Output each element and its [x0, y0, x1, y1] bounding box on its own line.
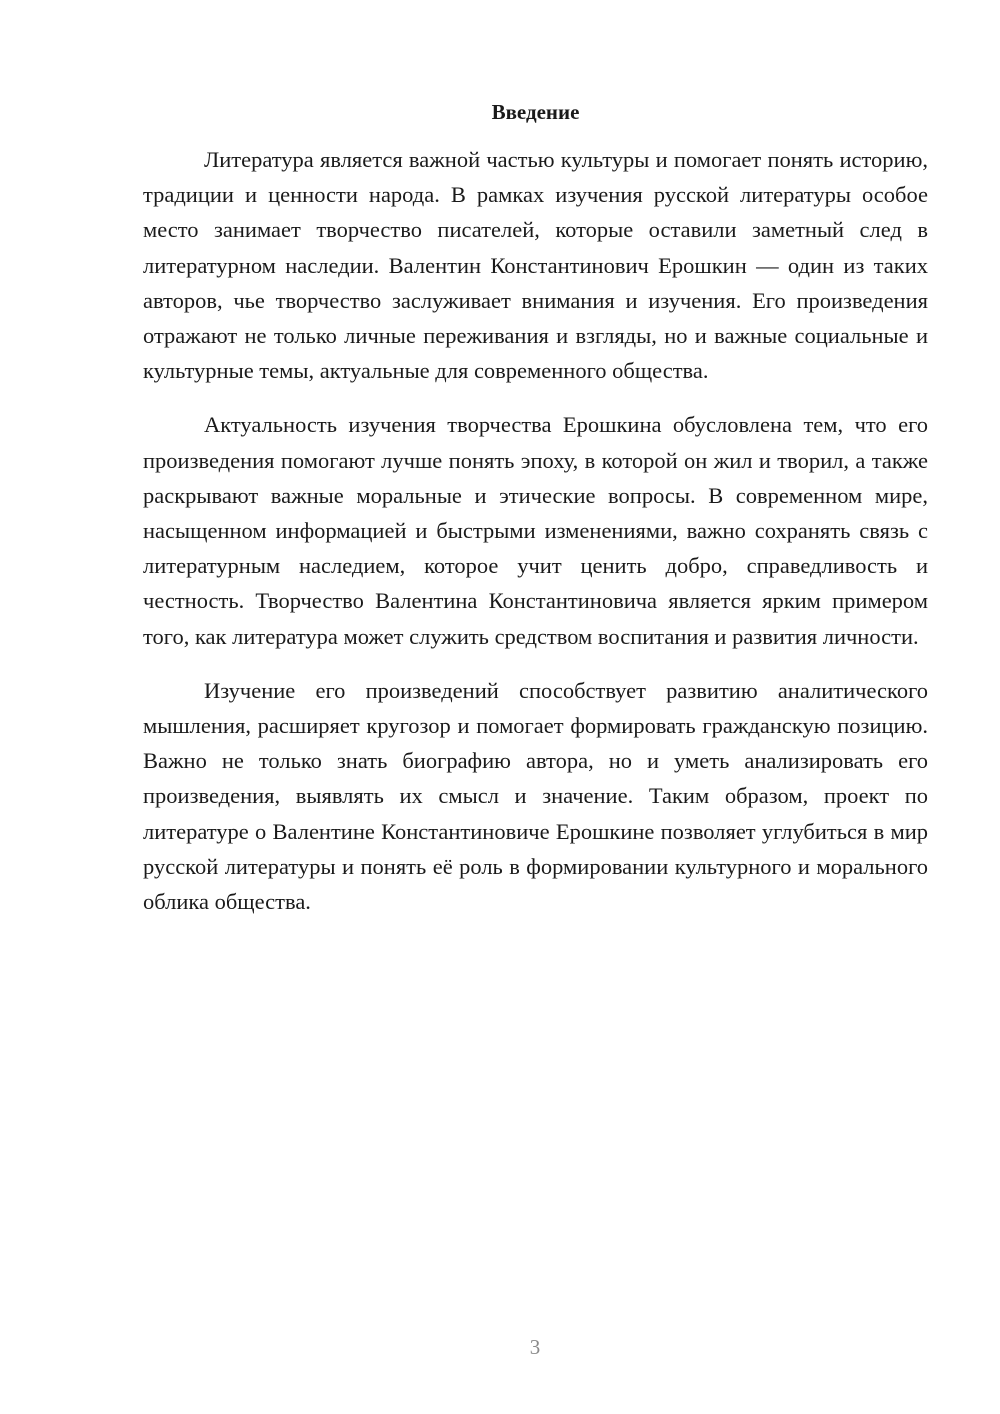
paragraph-2: Актуальность изучения творчества Ерошкина обусловлена тем, что его произведения помогают лучше понять эпоху, в которой он жил и творил, а также раскрывают важные моральные и этические вопросы. В современном мире, насыщенном информацией и быстрыми изменениями, важно сохранять связь с литературным наследием, которое учит ценить добро, справедливость и честность. Творчество Валентина Константиновича является ярким примером того, как литература может служить средством воспитания и развития личности. [143, 412, 928, 649]
paragraph-3: Изучение его произведений способствует развитию аналитического мышления, расширяет кругозор и помогает формировать гражданскую позицию. Важно не только знать биографию автора, но и уметь анализировать его произведения, выявлять их смысл и значение. Таким образом, проект по литературе о Валентине Константиновиче Ерошкине позволяет углубиться в мир русской литературы и понять её роль в формировании культурного и морального облика общества. [143, 677, 928, 915]
section-title: Введение [491, 100, 580, 124]
paragraph-1: Литература является важной частью культуры и помогает понять историю, традиции и ценности народа. В рамках изучения русской литературы особое место занимает творчество писателей, которые оставили заметный след в литературном наследии. Валентин Константинович Ерошкин — один из таких авторов, чье творчество заслуживает внимания и изучения. Его произведения отражают не только личные переживания и взгляды, но и важные социальные и культурные темы, актуальные для современного общества. [143, 147, 928, 384]
page-number: 3 [529, 1335, 541, 1359]
body-text [143, 142, 928, 938]
